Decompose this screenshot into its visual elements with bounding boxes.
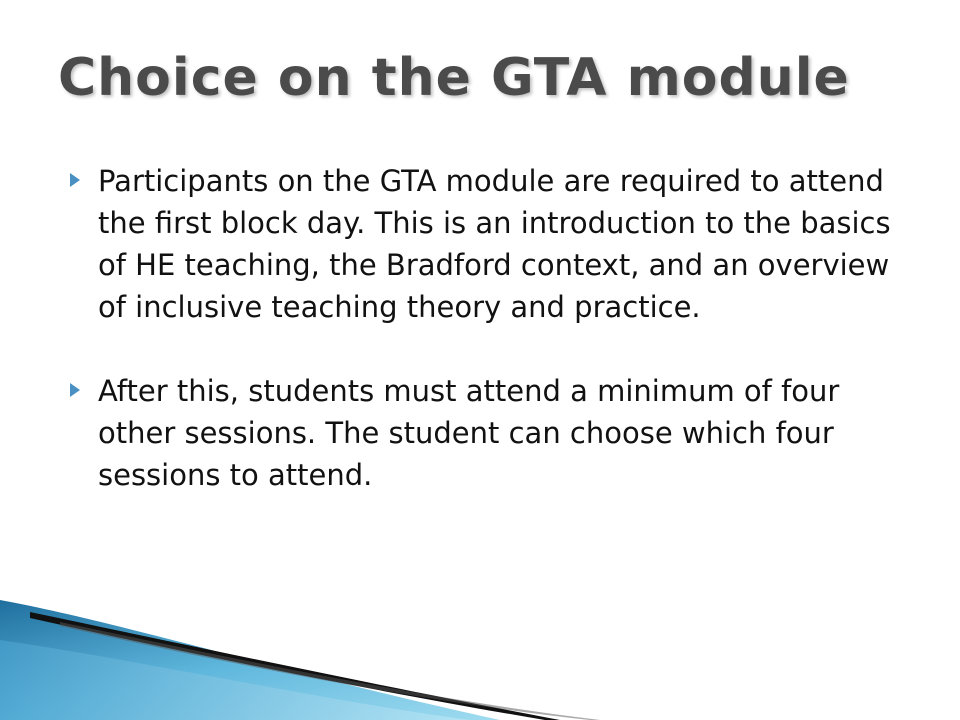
bullet-text: After this, students must attend a minimum of four other sessions. The student can choose which four sessions to attend. — [98, 374, 840, 492]
bullet-item — [64, 160, 904, 328]
triangle-bullet-icon — [70, 173, 80, 187]
bullet-list — [64, 160, 904, 538]
bullet-item — [64, 370, 904, 496]
bullet-text: Participants on the GTA module are required to attend the first block day. This is an introduction to the basics of HE teaching, the Bradford context, and an overview of inclusive teaching theory and practice. — [98, 164, 891, 324]
slide-title: Choice on the GTA module — [58, 48, 850, 108]
triangle-bullet-icon — [70, 383, 80, 397]
